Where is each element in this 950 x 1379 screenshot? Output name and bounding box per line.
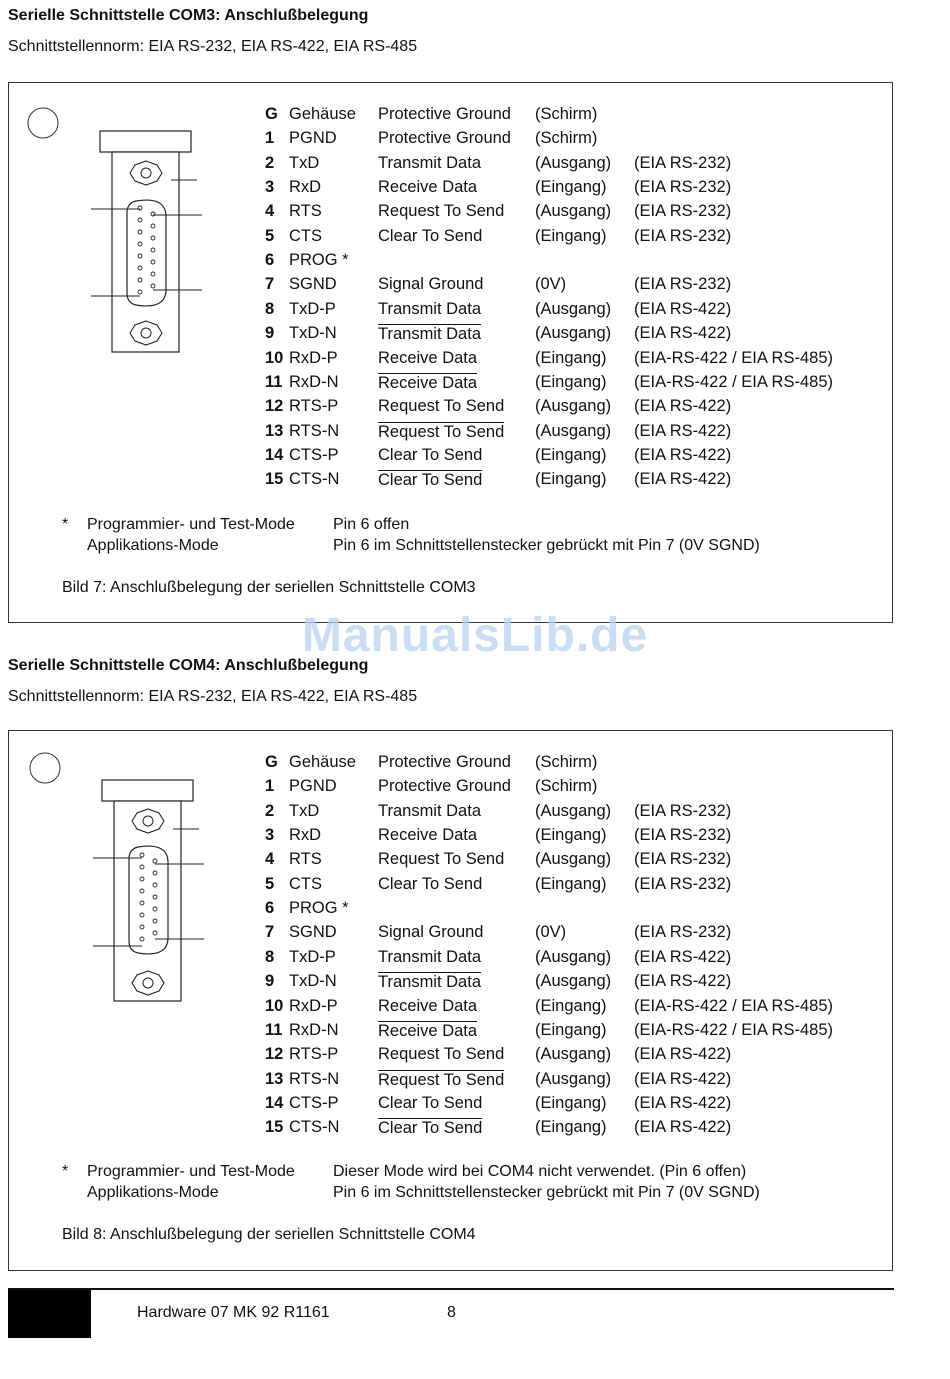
watermark: ManualsLib.de xyxy=(301,609,649,662)
footer-document-id: Hardware 07 MK 92 R1161 xyxy=(137,1304,330,1321)
pin-number: 10 xyxy=(265,996,284,1015)
pin-standard: (EIA-RS-422 / EIA RS-485) xyxy=(634,1020,833,1039)
section-title: Serielle Schnittstelle COM4: Anschlußbelegung xyxy=(8,657,369,674)
pin-number: 4 xyxy=(265,850,275,869)
pin-standard: (EIA RS-232) xyxy=(634,153,732,172)
pin-signal: CTS-N xyxy=(289,1118,340,1137)
pin-description: Signal Ground xyxy=(378,923,484,942)
footer-rule xyxy=(8,1288,894,1290)
pin-number: 14 xyxy=(265,445,284,464)
pin-number: 8 xyxy=(265,947,275,966)
pin-description: Transmit Data xyxy=(378,973,481,992)
pin-standard: (EIA RS-232) xyxy=(634,226,732,245)
pin-number: 12 xyxy=(265,397,284,416)
pin-direction: (Eingang) xyxy=(535,470,607,489)
pin-number: 7 xyxy=(265,275,275,294)
pin-number: 12 xyxy=(265,1045,284,1064)
connector-drawing xyxy=(9,83,229,373)
pin-direction: (Ausgang) xyxy=(535,421,612,440)
pin-number: 6 xyxy=(265,251,275,270)
pin-number: 10 xyxy=(265,348,284,367)
pin-direction: (Eingang) xyxy=(535,372,607,391)
pin-signal: TxD xyxy=(289,801,320,820)
pin-description: Receive Data xyxy=(378,348,478,367)
pin-description: Request To Send xyxy=(378,850,505,869)
pin-signal: RxD xyxy=(289,178,322,197)
pin-number: G xyxy=(265,753,278,771)
pin-standard: (EIA RS-422) xyxy=(634,397,732,416)
pin-number: 13 xyxy=(265,421,284,440)
pin-standard: (EIA RS-232) xyxy=(634,801,732,820)
pin-description: Request To Send xyxy=(378,1070,505,1089)
pin-signal: RTS-N xyxy=(289,421,340,440)
pin-number: 3 xyxy=(265,178,275,197)
pin-number: 14 xyxy=(265,1093,284,1112)
pin-description: Receive Data xyxy=(378,178,478,197)
pin-number: 15 xyxy=(265,1118,284,1137)
pin-signal: SGND xyxy=(289,923,337,942)
pin-description: Clear To Send xyxy=(378,1093,483,1112)
pin-signal: RxD-P xyxy=(289,996,338,1015)
pin-number: 15 xyxy=(265,470,284,489)
mounting-circle-icon xyxy=(28,108,58,138)
pin-description: Receive Data xyxy=(378,996,478,1015)
pin-direction: (Ausgang) xyxy=(535,850,612,869)
pin-standard: (EIA RS-422) xyxy=(634,1118,732,1137)
pin-standard: (EIA RS-232) xyxy=(634,874,732,893)
pin-direction: (Eingang) xyxy=(535,826,607,845)
pin-signal: TxD-N xyxy=(289,324,337,343)
pin-signal: TxD-P xyxy=(289,299,336,318)
pin-signal: PROG * xyxy=(289,899,349,918)
interface-standard: Schnittstellennorm: EIA RS-232, EIA RS-422, EIA RS-485 xyxy=(8,38,418,55)
pin-signal: RTS-P xyxy=(289,1045,339,1064)
footnote-mode1-text: Pin 6 offen xyxy=(333,516,410,533)
pin-number: G xyxy=(265,105,278,123)
footnote-star: * xyxy=(62,1163,69,1180)
pin-description: Protective Ground xyxy=(378,777,511,796)
footer-black-block xyxy=(8,1290,91,1338)
pin-signal: CTS xyxy=(289,874,322,893)
section-title: Serielle Schnittstelle COM3: Anschlußbelegung xyxy=(8,7,369,24)
pin-direction: (Ausgang) xyxy=(535,202,612,221)
pin-signal: RTS-P xyxy=(289,397,339,416)
pin-standard: (EIA RS-232) xyxy=(634,275,732,294)
pin-number: 1 xyxy=(265,129,275,148)
connector-flange xyxy=(100,131,191,152)
pin-number: 13 xyxy=(265,1069,284,1088)
pin-signal: TxD-N xyxy=(289,972,337,991)
pin-signal: CTS xyxy=(289,226,322,245)
pin-signal: Gehäuse xyxy=(289,753,356,771)
pin-standard: (EIA RS-422) xyxy=(634,421,732,440)
footnote-mode1-label: Programmier- und Test-Mode xyxy=(87,1163,295,1180)
pin-direction: (Eingang) xyxy=(535,226,607,245)
pin-description: Protective Ground xyxy=(378,753,511,771)
footnote-star: * xyxy=(62,516,69,533)
pin-signal: RTS-N xyxy=(289,1069,340,1088)
pin-signal: TxD-P xyxy=(289,947,336,966)
pin-description: Request To Send xyxy=(378,1045,505,1064)
pin-description: Clear To Send xyxy=(378,226,483,245)
pin-signal: CTS-N xyxy=(289,470,340,489)
pin-signal: RxD xyxy=(289,826,322,845)
pin-description: Request To Send xyxy=(378,422,505,441)
mounting-circle-icon xyxy=(30,753,60,783)
connector-body xyxy=(112,152,179,352)
page-number: 8 xyxy=(447,1304,456,1321)
pin-number: 11 xyxy=(265,372,283,391)
pin-description: Clear To Send xyxy=(378,471,483,490)
pin-direction: (Eingang) xyxy=(535,996,607,1015)
pin-description: Protective Ground xyxy=(378,105,511,123)
pin-standard: (EIA RS-422) xyxy=(634,324,732,343)
pin-standard: (EIA RS-422) xyxy=(634,299,732,318)
pin-direction: (Ausgang) xyxy=(535,299,612,318)
pin-signal: Gehäuse xyxy=(289,105,356,123)
pin-direction: (Schirm) xyxy=(535,129,598,148)
pin-number: 5 xyxy=(265,226,275,245)
pin-direction: (Schirm) xyxy=(535,105,598,123)
pin-description: Receive Data xyxy=(378,373,478,392)
pin-number: 6 xyxy=(265,899,275,918)
footnote-mode2-label: Applikations-Mode xyxy=(87,1184,219,1201)
pin-direction: (Ausgang) xyxy=(535,947,612,966)
pin-signal: CTS-P xyxy=(289,1093,339,1112)
pin-signal: SGND xyxy=(289,275,337,294)
pin-description: Receive Data xyxy=(378,1021,478,1040)
pin-standard: (EIA RS-422) xyxy=(634,1045,732,1064)
footnote-mode2-text: Pin 6 im Schnittstellenstecker gebrückt mit Pin 7 (0V SGND) xyxy=(333,1184,760,1201)
pin-number: 9 xyxy=(265,324,275,343)
pin-signal: PROG * xyxy=(289,251,349,270)
pin-description: Receive Data xyxy=(378,826,478,845)
pin-standard: (EIA-RS-422 / EIA RS-485) xyxy=(634,372,833,391)
pinout-box-com4 xyxy=(8,730,893,1271)
figure-caption: Bild 7: Anschlußbelegung der seriellen Schnittstelle COM3 xyxy=(62,579,476,596)
pin-direction: (Eingang) xyxy=(535,1118,607,1137)
pin-signal: TxD xyxy=(289,153,320,172)
pin-standard: (EIA RS-232) xyxy=(634,826,732,845)
pin-direction: (Ausgang) xyxy=(535,324,612,343)
pin-number: 5 xyxy=(265,874,275,893)
pin-direction: (Ausgang) xyxy=(535,153,612,172)
pin-signal: RTS xyxy=(289,202,322,221)
pin-signal: RTS xyxy=(289,850,322,869)
pin-number: 3 xyxy=(265,826,275,845)
pin-number: 4 xyxy=(265,202,275,221)
footnote-mode1-text: Dieser Mode wird bei COM4 nicht verwendet. (Pin 6 offen) xyxy=(333,1163,747,1180)
pin-number: 2 xyxy=(265,153,275,172)
pin-direction: (Ausgang) xyxy=(535,801,612,820)
pin-standard: (EIA RS-422) xyxy=(634,1093,732,1112)
pin-direction: (Eingang) xyxy=(535,348,607,367)
pin-signal: RxD-N xyxy=(289,1020,339,1039)
footnote-mode2-label: Applikations-Mode xyxy=(87,537,219,554)
pin-standard: (EIA RS-422) xyxy=(634,972,732,991)
pin-direction: (0V) xyxy=(535,923,567,942)
connector-flange xyxy=(102,780,193,801)
pin-description: Protective Ground xyxy=(378,129,511,148)
pin-standard: (EIA RS-232) xyxy=(634,923,732,942)
pin-description: Transmit Data xyxy=(378,299,481,318)
pin-signal: PGND xyxy=(289,129,337,148)
pin-standard: (EIA RS-232) xyxy=(634,202,732,221)
footnote-mode2-text: Pin 6 im Schnittstellenstecker gebrückt mit Pin 7 (0V SGND) xyxy=(333,537,760,554)
pin-description: Clear To Send xyxy=(378,445,483,464)
pin-number: 7 xyxy=(265,923,275,942)
pin-description: Clear To Send xyxy=(378,874,483,893)
pin-description: Signal Ground xyxy=(378,275,484,294)
pin-standard: (EIA RS-232) xyxy=(634,850,732,869)
pinout-box-com3 xyxy=(8,82,893,623)
pin-standard: (EIA RS-232) xyxy=(634,178,732,197)
pin-number: 9 xyxy=(265,972,275,991)
pin-description: Transmit Data xyxy=(378,325,481,344)
pin-number: 1 xyxy=(265,777,275,796)
pin-standard: (EIA-RS-422 / EIA RS-485) xyxy=(634,996,833,1015)
pin-number: 11 xyxy=(265,1020,283,1039)
pin-signal: RxD-N xyxy=(289,372,339,391)
pin-description: Clear To Send xyxy=(378,1119,483,1138)
pin-direction: (Eingang) xyxy=(535,1020,607,1039)
pin-direction: (Eingang) xyxy=(535,874,607,893)
footnote-mode1-label: Programmier- und Test-Mode xyxy=(87,516,295,533)
pin-description: Request To Send xyxy=(378,397,505,416)
connector-drawing xyxy=(9,731,229,1021)
figure-caption: Bild 8: Anschlußbelegung der seriellen Schnittstelle COM4 xyxy=(62,1226,476,1243)
pin-description: Request To Send xyxy=(378,202,505,221)
pin-description: Transmit Data xyxy=(378,947,481,966)
pin-direction: (Schirm) xyxy=(535,753,598,771)
pin-description: Transmit Data xyxy=(378,801,481,820)
pin-description: Transmit Data xyxy=(378,153,481,172)
pin-number: 8 xyxy=(265,299,275,318)
pin-direction: (0V) xyxy=(535,275,567,294)
pin-signal: RxD-P xyxy=(289,348,338,367)
pin-standard: (EIA RS-422) xyxy=(634,1069,732,1088)
pin-signal: CTS-P xyxy=(289,445,339,464)
pin-direction: (Ausgang) xyxy=(535,397,612,416)
pin-number: 2 xyxy=(265,801,275,820)
pin-standard: (EIA RS-422) xyxy=(634,445,732,464)
pin-signal: PGND xyxy=(289,777,337,796)
pin-direction: (Eingang) xyxy=(535,445,607,464)
pin-direction: (Ausgang) xyxy=(535,972,612,991)
pin-direction: (Eingang) xyxy=(535,178,607,197)
interface-standard: Schnittstellennorm: EIA RS-232, EIA RS-422, EIA RS-485 xyxy=(8,688,418,705)
pin-direction: (Eingang) xyxy=(535,1093,607,1112)
pin-standard: (EIA-RS-422 / EIA RS-485) xyxy=(634,348,833,367)
pin-direction: (Ausgang) xyxy=(535,1069,612,1088)
pin-standard: (EIA RS-422) xyxy=(634,947,732,966)
pin-direction: (Schirm) xyxy=(535,777,598,796)
pin-direction: (Ausgang) xyxy=(535,1045,612,1064)
pin-standard: (EIA RS-422) xyxy=(634,470,732,489)
